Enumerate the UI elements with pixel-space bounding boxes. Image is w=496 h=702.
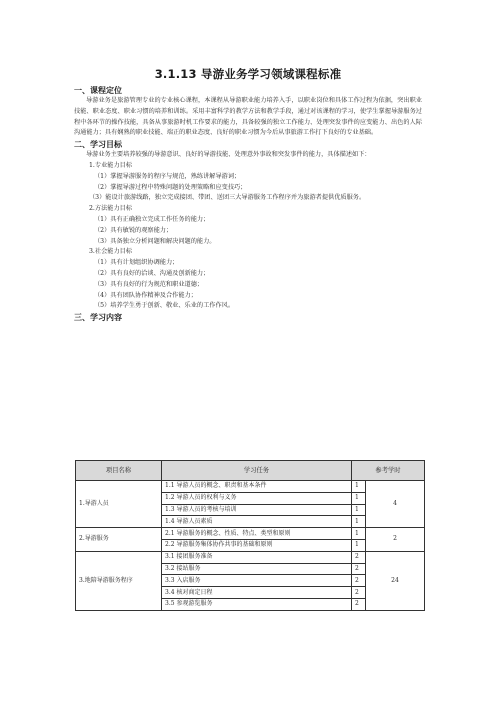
section-heading-objectives: 二、学习目标 bbox=[74, 140, 122, 150]
task-name: 3.1 接团服务准备 bbox=[162, 551, 352, 563]
objective-item: （3）具备独立分析问题和解决问题的能力。 bbox=[94, 237, 216, 245]
section-heading-positioning: 一、课程定位 bbox=[74, 86, 122, 95]
section-heading-content: 三、学习内容 bbox=[74, 313, 122, 323]
positioning-paragraph: 导游业务是旅游管理专业的专业核心课程，本课程从导游职业能力培养入手，以职业岗位和具体工作过程为依据，突出职业技能、职业态度、职业习惯的培养和训练。采用丰富科学的教学方法和教学手段，通过对该课程的学习，使学生掌握导游服务过程中各环节的操作技能，具备从事旅游时机工作要求的能力，具备较强的独立工作能力、处理突发事件的应变能力、出色的人际沟通能力；具有娴熟的职业技能、端正的职业态度、良好的职业习惯为今后从事旅游工作打下良好的专业基础。 bbox=[74, 97, 422, 137]
task-name: 1.1 导游人员的概念、职责和基本条件 bbox=[162, 481, 352, 493]
project-total-hours: 4 bbox=[366, 481, 425, 528]
column-header: 参考学时 bbox=[352, 461, 425, 481]
task-hours: 2 bbox=[352, 563, 366, 575]
task-hours: 1 bbox=[352, 539, 366, 551]
table-row bbox=[76, 528, 425, 540]
task-hours: 2 bbox=[352, 551, 366, 563]
objective-item: （1）具有正确独立完成工作任务的能力； bbox=[94, 215, 210, 223]
objectives-intro: 导游业务主要培养较强的导游意识、良好的导游技能、处理意外事故和突发事件的能力，具体描述如下： bbox=[86, 151, 371, 159]
task-hours: 1 bbox=[352, 481, 366, 493]
task-name: 3.3 入店服务 bbox=[162, 575, 352, 587]
task-hours: 2 bbox=[352, 587, 366, 599]
document-body bbox=[74, 85, 422, 323]
project-name: 2.导游服务 bbox=[76, 528, 162, 552]
task-name: 2.1 导游服务的概念、性质、特点、类型和原则 bbox=[162, 528, 352, 540]
task-name: 3.5 参观游览服务 bbox=[162, 598, 352, 610]
objective-item: （2）具有敏锐的观察能力； bbox=[94, 226, 173, 234]
objective-group-title: 1.专业能力目标 bbox=[89, 161, 133, 169]
column-header: 项目名称 bbox=[76, 461, 162, 481]
task-hours: 2 bbox=[352, 575, 366, 587]
task-name: 2.2 导游服务集体协作共事的基础和原则 bbox=[162, 539, 352, 551]
task-name: 3.2 接站服务 bbox=[162, 563, 352, 575]
task-hours: 1 bbox=[352, 528, 366, 540]
objective-item: （5）培养学生勇于创新、敬业、乐业的工作作风。 bbox=[94, 302, 235, 310]
task-hours: 2 bbox=[352, 598, 366, 610]
task-hours: 1 bbox=[352, 492, 366, 504]
project-name: 1.导游人员 bbox=[76, 481, 162, 528]
project-total-hours: 2 bbox=[366, 528, 425, 552]
objective-item: （3）具有良好的行为规范和职业道德； bbox=[94, 280, 204, 288]
table-header-row bbox=[76, 461, 425, 481]
objective-item: （1）掌握导游服务的程序与规范，熟练讲解导游词； bbox=[94, 172, 241, 180]
task-name: 1.4 导游人员素质 bbox=[162, 516, 352, 528]
objective-item: （3）能设计旅游线路，独立完成接团、带团、送团三大导游服务工作程序并为旅游者提供优质服务。 bbox=[89, 194, 366, 202]
task-hours: 1 bbox=[352, 504, 366, 516]
objective-group-title: 3.社会能力目标 bbox=[89, 248, 133, 256]
page-title: 3.1.13 导游业务学习领域课程标准 bbox=[154, 67, 342, 81]
table-row bbox=[76, 481, 425, 493]
objective-item: （2）具有良好的洽谈、沟通及创新能力； bbox=[94, 269, 210, 277]
objective-item: （1）具有计划组织协调能力； bbox=[94, 259, 179, 267]
project-total-hours: 24 bbox=[366, 551, 425, 610]
task-name: 3.4 核对商定日程 bbox=[162, 587, 352, 599]
course-content-table bbox=[75, 460, 425, 611]
objective-item: （2）掌握导游过程中特殊问题的处理策略和应变技巧； bbox=[94, 183, 247, 191]
objective-group-title: 2.方法能力目标 bbox=[89, 205, 133, 213]
column-header: 学习任务 bbox=[162, 461, 352, 481]
task-name: 1.2 导游人员的权利与义务 bbox=[162, 492, 352, 504]
table-row bbox=[76, 551, 425, 563]
task-hours: 1 bbox=[352, 516, 366, 528]
task-name: 1.3 导游人员的考核与培训 bbox=[162, 504, 352, 516]
project-name: 3.地陪导游服务程序 bbox=[76, 551, 162, 610]
objective-item: （4）具有团队协作精神及合作能力； bbox=[94, 291, 197, 299]
